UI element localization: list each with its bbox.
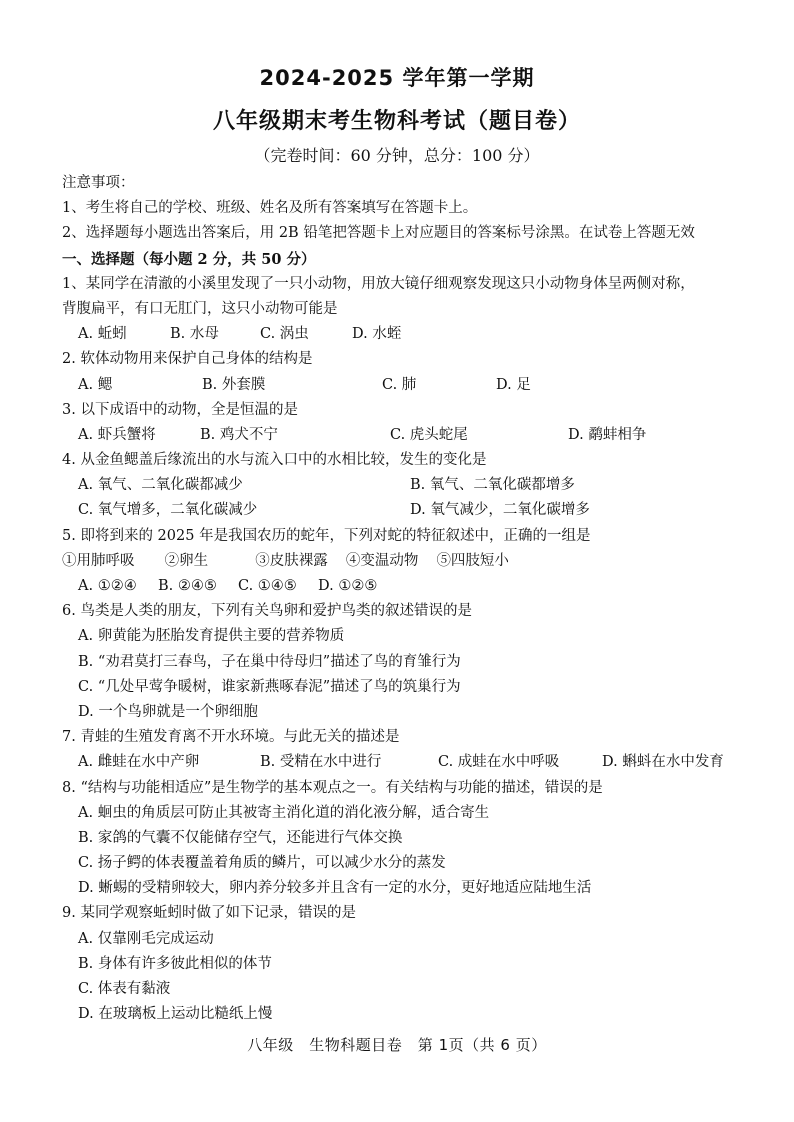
question-5-stem: 5. 即将到来的 2025 年是我国农历的蛇年，下列对蛇的特征叙述中，正确的一组是: [62, 527, 591, 544]
question-9-option-d: D. 在玻璃板上运动比糙纸上慢: [78, 1006, 273, 1023]
option-b: B. 鸡犬不宁: [200, 426, 278, 443]
question-6-option-c: C. “几处早莺争暖树，谁家新燕啄春泥”描述了鸟的筑巢行为: [78, 678, 461, 695]
question-6-stem: 6. 鸟类是人类的朋友，下列有关鸟卵和爱护鸟类的叙述错误的是: [62, 603, 472, 620]
option-b: B. 氧气、二氧化碳都增多: [410, 477, 575, 494]
question-9-option-b: B. 身体有许多彼此相似的体节: [78, 955, 272, 972]
option-a: A. ①②④: [78, 578, 137, 594]
option-b: B. ②④⑤: [158, 578, 217, 594]
option-a: A. 虾兵蟹将: [78, 426, 156, 443]
option-d: D. 蝌蚪在水中发育: [602, 754, 724, 771]
option-b: B. 水母: [170, 326, 219, 343]
question-7-stem: 7. 青蛙的生殖发育离不开水环境。与此无关的描述是: [62, 729, 400, 746]
option-a: A. 氧气、二氧化碳都减少: [78, 477, 243, 494]
option-a: A. 鳃: [78, 376, 113, 393]
option-d: D. 水蛭: [352, 326, 402, 343]
option-c: C. 肺: [382, 376, 417, 393]
notes-heading: 注意事项：: [62, 175, 135, 191]
question-8-option-b: B. 家鸽的气囊不仅能储存空气，还能进行气体交换: [78, 829, 403, 846]
option-c: C. 成蛙在水中呼吸: [438, 754, 560, 771]
term-title: 2024-2025 学年第一学期: [259, 66, 535, 90]
question-8-option-a: A. 蛔虫的角质层可防止其被寄主消化道的消化液分解，适合寄生: [78, 804, 490, 821]
exam-title: 八年级期末考生物科考试（题目卷）: [212, 109, 581, 134]
option-d: D. ①②⑤: [318, 578, 378, 594]
option-c: C. 氧气增多，二氧化碳减少: [78, 502, 258, 519]
question-6-option-d: D. 一个鸟卵就是一个卵细胞: [78, 703, 258, 720]
option-c: C. 虎头蛇尾: [390, 426, 468, 443]
question-6-option-b: B. “劝君莫打三春鸟，子在巢中待母归”描述了鸟的育雏行为: [78, 653, 461, 670]
question-1-stem-line-2: 背腹扁平，有口无肛门，这只小动物可能是: [62, 300, 338, 317]
option-c: C. ①④⑤: [238, 578, 297, 594]
option-b: B. 受精在水中进行: [260, 754, 382, 771]
question-4-options-row-1: [62, 473, 742, 498]
question-2-stem: 2. 软体动物用来保护自己身体的结构是: [62, 351, 313, 368]
question-4-options-row-2: [62, 498, 742, 523]
question-4-stem: 4. 从金鱼鳃盖后缘流出的水与流入口中的水相比较，发生的变化是: [62, 452, 487, 469]
question-9-option-c: C. 体表有黏液: [78, 981, 171, 997]
question-5-options: [62, 574, 742, 599]
statement-5: ⑤四肢短小: [436, 552, 509, 569]
statement-3: ③皮肤裸露: [255, 552, 328, 569]
option-d: D. 鹬蚌相争: [568, 426, 647, 443]
note-item-2: 2、选择题每小题选出答案后，用 2B 铅笔把答题卡上对应题目的答案标号涂黑。在试卷上答题无效: [62, 225, 695, 242]
option-a: A. 雌蛙在水中产卵: [78, 754, 200, 771]
question-7-options: [62, 750, 742, 775]
option-d: D. 氧气减少，二氧化碳增多: [410, 502, 590, 519]
question-8-stem: 8. “结构与功能相适应”是生物学的基本观点之一。有关结构与功能的描述，错误的是: [62, 779, 603, 796]
option-d: D. 足: [496, 376, 531, 393]
option-a: A. 蚯蚓: [78, 326, 127, 343]
question-2-options: [62, 373, 742, 398]
question-9-stem: 9. 某同学观察蚯蚓时做了如下记录，错误的是: [62, 905, 356, 922]
question-8-option-c: C. 扬子鳄的体表覆盖着角质的鳞片，可以减少水分的蒸发: [78, 855, 446, 872]
question-1-stem-line-1: 1、某同学在清澈的小溪里发现了一只小动物，用放大镜仔细观察发现这只小动物身体呈两侧对称，: [62, 275, 695, 292]
option-b: B. 外套膜: [202, 376, 266, 393]
option-c: C. 涡虫: [260, 326, 309, 343]
question-6-option-a: A. 卵黄能为胚胎发育提供主要的营养物质: [78, 628, 345, 645]
question-8-option-d: D. 蜥蜴的受精卵较大，卵内养分较多并且含有一定的水分，更好地适应陆地生活: [78, 880, 592, 897]
question-3-options: [62, 423, 742, 448]
section-heading: 一、选择题（每小题 2 分，共 50 分）: [62, 250, 316, 268]
note-item-1: 1、考生将自己的学校、班级、姓名及所有答案填写在答题卡上。: [62, 200, 478, 217]
statement-2: ②卵生: [164, 552, 209, 569]
question-9-option-a: A. 仅靠刚毛完成运动: [78, 930, 214, 947]
question-3-stem: 3. 以下成语中的动物，全是恒温的是: [62, 401, 298, 418]
exam-info: （完卷时间：60 分钟，总分：100 分）: [254, 146, 540, 165]
page-footer: 八年级 生物科题目卷 第 1页（共 6 页）: [247, 1036, 547, 1054]
question-1-options: [62, 322, 742, 347]
exam-body: [62, 171, 742, 1027]
question-5-statements: [62, 549, 742, 574]
statement-1: ①用肺呼吸: [62, 552, 135, 569]
statement-4: ④变温动物: [345, 552, 419, 569]
